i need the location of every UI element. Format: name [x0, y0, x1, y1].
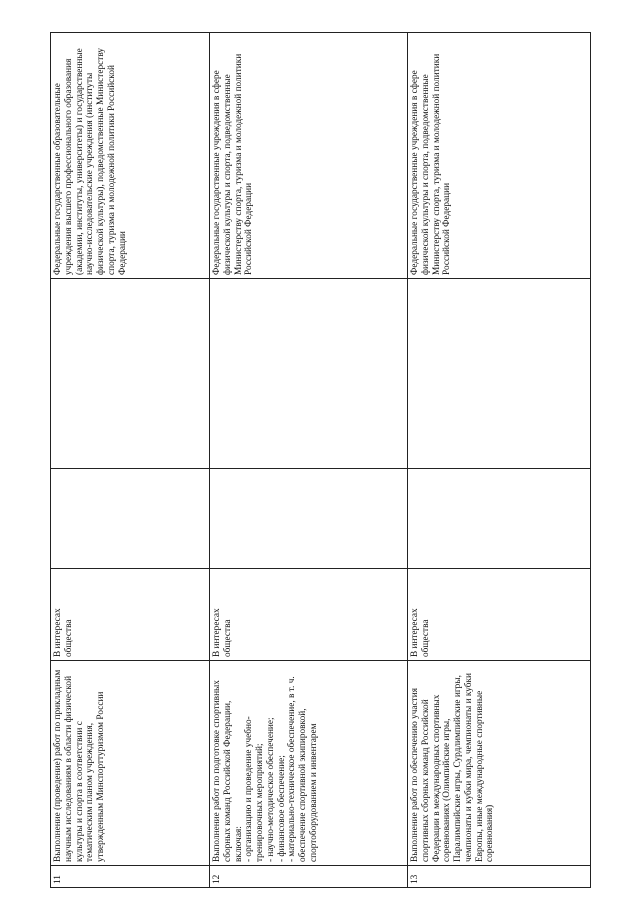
- empty-cell: [210, 469, 408, 569]
- service-name-item: - научно-методическое обеспечение;: [265, 717, 276, 862]
- interest-cell: В интересах общества: [51, 569, 210, 661]
- service-name: [210, 661, 408, 866]
- interest-cell: В интересах общества: [210, 569, 408, 661]
- service-name-item: - материально-техническое обеспечение, в т. ч. обеспечение спортивной экипировкой, спортоборудованием и инвентарем: [287, 673, 320, 862]
- organization-cell: Федеральные государственные учреждения в сфере физической культуры и спорта, подведомственные Министерству спорта, туризма и молодежной политики Российской Федерации: [210, 33, 408, 279]
- service-name: Выполнение работ по обеспечению участия спортивных сборных команд Российской Федерации в международных спортивных соревнованиях (Олимпийские игры, Паралимпийские игры, Сурдлимпийские игры, чемпионаты и кубки мира, чемпионаты и кубки Европы, иные международные спортивные соревнования): [408, 661, 591, 866]
- organization-cell: Федеральные государственные учреждения в сфере физической культуры и спорта, подведомственные Министерству спорта, туризма и молодежной политики Российской Федерации: [408, 33, 591, 279]
- table-row: [51, 33, 210, 888]
- services-table: [50, 32, 591, 888]
- empty-cell: [408, 279, 591, 469]
- empty-cell: [51, 279, 210, 469]
- empty-cell: [51, 469, 210, 569]
- interest-cell: В интересах общества: [408, 569, 591, 661]
- service-name: Выполнение (проведение) работ по прикладным научным исследованиям в области физической культуры и спорта в соответствии с тематическим планом учреждения, утвержденным Минспорттуризмом России: [51, 661, 210, 866]
- service-name-item: - организацию и проведение учебно-тренировочных мероприятий;: [244, 716, 266, 862]
- service-name-item: - финансовое обеспечение;: [276, 755, 287, 862]
- table-row: [408, 33, 591, 888]
- empty-cell: [408, 469, 591, 569]
- row-number: 11: [51, 866, 210, 888]
- table-row: [210, 33, 408, 888]
- rotated-table-container: [50, 33, 590, 888]
- row-number: 13: [408, 866, 591, 888]
- empty-cell: [210, 279, 408, 469]
- row-number: 12: [210, 866, 408, 888]
- service-name-intro: Выполнение работ по подготовке спортивных сборных команд Российской Федерации, включая:: [212, 677, 244, 862]
- organization-cell: Федеральные государственные образовательные учреждения высшего профессионального образования (академии, институты, университеты) и государственные научно-исследовательские учреждения (институты физической культуры), подведомственные Министерству спорта, туризма и молодежной политики Российской Федерации: [51, 33, 210, 279]
